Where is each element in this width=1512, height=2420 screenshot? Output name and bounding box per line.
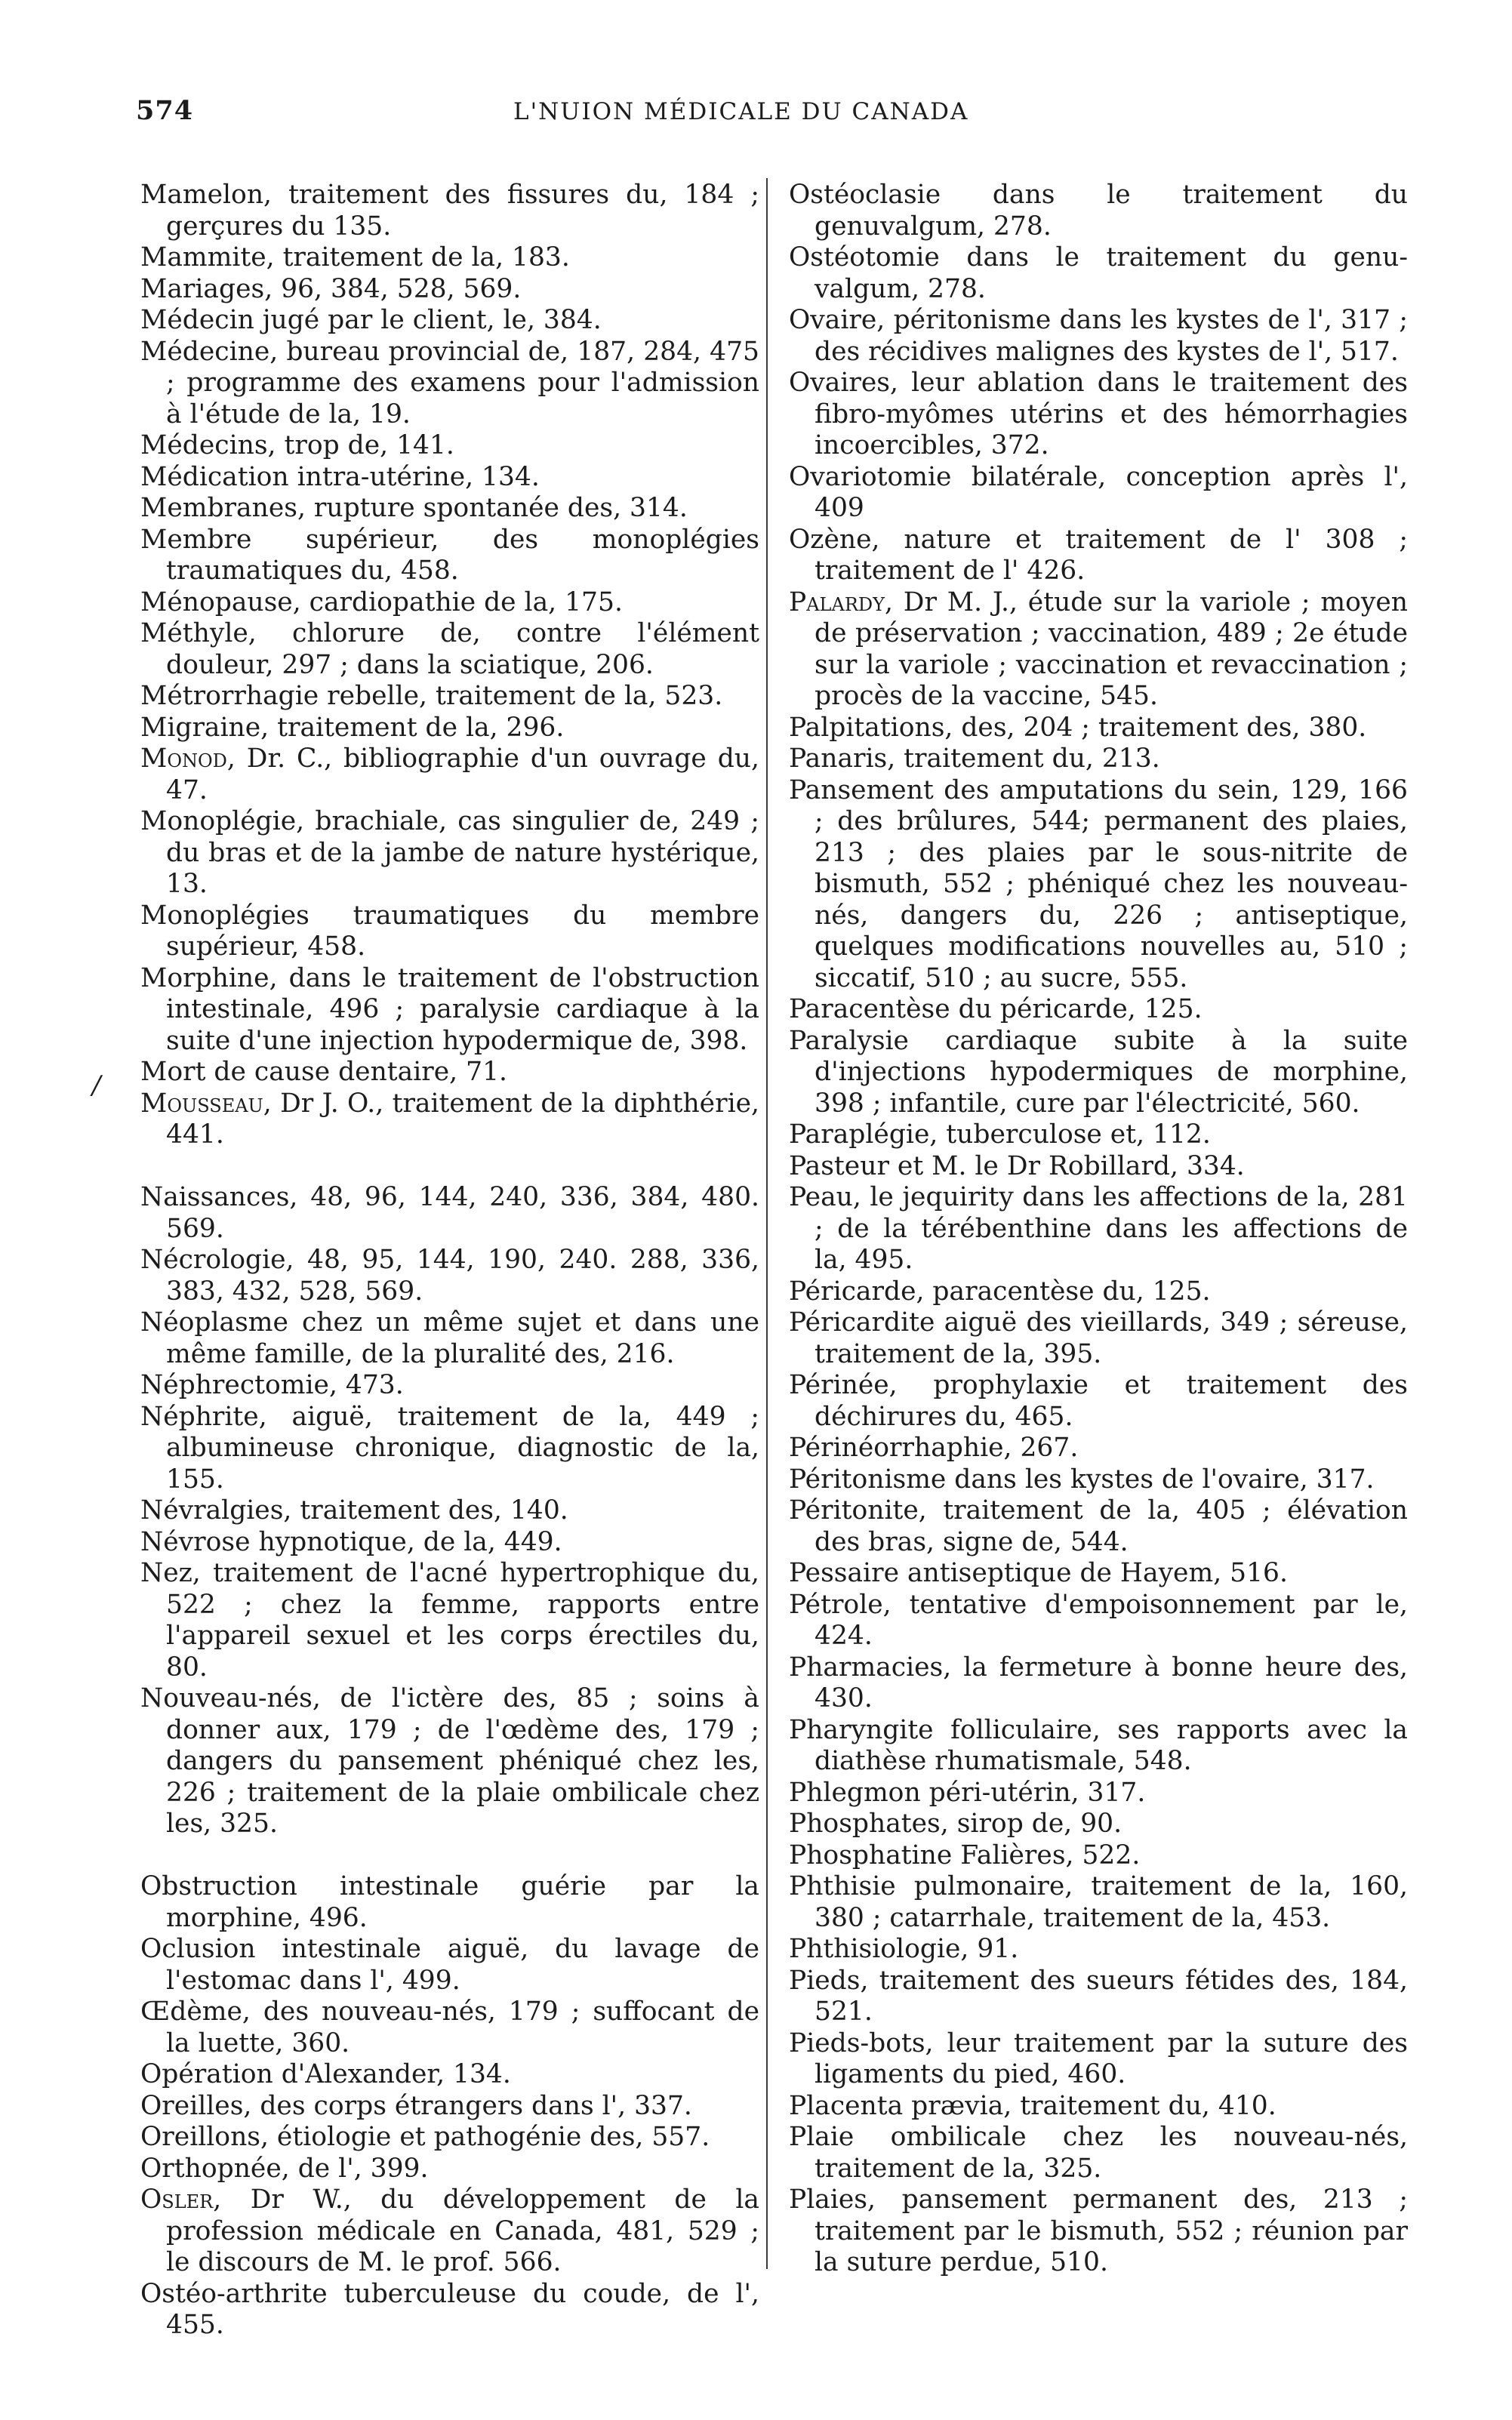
index-entry-text: Pasteur et M. le Dr Robillard, 334. bbox=[789, 1150, 1245, 1181]
index-entry-text: Néphrectomie, 473. bbox=[140, 1370, 404, 1400]
index-entry-text: Métrorrhagie rebelle, traitement de la, 523. bbox=[140, 681, 723, 711]
index-entry bbox=[789, 1276, 1408, 1308]
index-entry-text: Méthyle, chlorure de, contre l'élément douleur, 297 ; dans la sciatique, 206. bbox=[140, 618, 759, 680]
column-divider bbox=[766, 178, 768, 2269]
index-entry bbox=[789, 1715, 1408, 1778]
index-entry bbox=[140, 1057, 759, 1088]
index-entry-text: , Dr. C., bibliographie d'un ouvrage du, 47. bbox=[166, 744, 759, 805]
index-entry bbox=[140, 2279, 759, 2341]
index-entry-text: Médecine, bureau provincial de, 187, 284, 475 ; programme des examens pour l'admission à l'étude de la, 19. bbox=[140, 336, 759, 430]
index-entry-text: Ménopause, cardiopathie de la, 175. bbox=[140, 587, 623, 617]
index-entry-text: Plaie ombilicale chez les nouveau-nés, traitement de la, 325. bbox=[789, 2122, 1408, 2184]
index-entry bbox=[789, 525, 1408, 587]
right-index-column bbox=[789, 180, 1408, 2279]
margin-mark: / bbox=[92, 1070, 101, 1101]
index-entry-text: Paracentèse du péricarde, 125. bbox=[789, 994, 1203, 1024]
index-entry-text: Nouveau-nés, de l'ictère des, 85 ; soins à donner aux, 179 ; de l'œdème des, 179 ; dangers du pansement phéniqué chez les, 226 ; traitement de la plaie ombilicale chez les, 325. bbox=[140, 1683, 759, 1839]
index-entry bbox=[140, 274, 759, 306]
index-entry-text: Mammite, traitement de la, 183. bbox=[140, 242, 570, 272]
index-entry-text: Névrose hypnotique, de la, 449. bbox=[140, 1526, 562, 1557]
index-entry bbox=[789, 1464, 1408, 1496]
index-entry bbox=[789, 2122, 1408, 2184]
index-entry bbox=[140, 242, 759, 274]
index-entry-text: Panaris, traitement du, 213. bbox=[789, 744, 1160, 774]
index-entry bbox=[140, 2184, 759, 2279]
index-entry bbox=[789, 1495, 1408, 1558]
index-entry bbox=[789, 2184, 1408, 2279]
index-entry bbox=[789, 1119, 1408, 1151]
index-entry-text: Ovaire, péritonisme dans les kystes de l', 317 ; des récidives malignes des kystes de l', 517. bbox=[789, 305, 1408, 367]
index-entry-text: Pharmacies, la fermeture à bonne heure des, 430. bbox=[789, 1652, 1408, 1713]
index-entry bbox=[140, 587, 759, 619]
index-entry bbox=[789, 2028, 1408, 2091]
index-entry-text: Ostéo-arthrite tuberculeuse du coude, de l', 455. bbox=[140, 2278, 759, 2340]
index-entry-text: Ozène, nature et traitement de l' 308 ; traitement de l' 426. bbox=[789, 524, 1408, 586]
index-entry bbox=[789, 180, 1408, 242]
index-entry bbox=[140, 180, 759, 242]
index-entry bbox=[140, 806, 759, 901]
index-entry bbox=[789, 744, 1408, 775]
index-entry-text: Membranes, rupture spontanée des, 314. bbox=[140, 493, 688, 523]
index-entry bbox=[789, 462, 1408, 525]
index-entry bbox=[140, 1495, 759, 1527]
index-entry bbox=[789, 1182, 1408, 1276]
index-entry bbox=[140, 1527, 759, 1559]
index-entry-text: Ostéoclasie dans le traitement du genuvalgum, 278. bbox=[789, 180, 1408, 242]
index-entry bbox=[789, 1151, 1408, 1183]
index-entry-text: Mamelon, traitement des fissures du, 184 ; gerçures du 135. bbox=[140, 180, 759, 242]
index-entry bbox=[789, 713, 1408, 744]
index-entry-text: Nez, traitement de l'acné hypertrophique du, 522 ; chez la femme, rapports entre l'appareil sexuel et les corps érectiles du, 80. bbox=[140, 1558, 759, 1683]
section-gap bbox=[140, 1151, 759, 1183]
index-entry-text: Nécrologie, 48, 95, 144, 190, 240. 288, 336, 383, 432, 528, 569. bbox=[140, 1245, 759, 1307]
index-entry-text: Migraine, traitement de la, 296. bbox=[140, 712, 565, 743]
index-entry bbox=[789, 1558, 1408, 1590]
page-number: 574 bbox=[136, 95, 194, 126]
index-entry-text: Palpitations, des, 204 ; traitement des, 380. bbox=[789, 712, 1367, 743]
index-entry bbox=[140, 430, 759, 462]
index-entry-text: Monoplégies traumatiques du membre supérieur, 458. bbox=[140, 900, 759, 962]
index-entry-text: Oclusion intestinale aiguë, du lavage de l'estomac dans l', 499. bbox=[140, 1934, 759, 1996]
index-entry-text: Ovaires, leur ablation dans le traitement des fibro-myômes utérins et des hémorrhagies incoercibles, 372. bbox=[789, 368, 1408, 460]
index-entry-text: Mort de cause dentaire, 71. bbox=[140, 1057, 507, 1087]
index-entry-surname: Palardy bbox=[789, 587, 885, 617]
index-entry bbox=[789, 1026, 1408, 1120]
index-entry-text: Néoplasme chez un même sujet et dans une même famille, de la pluralité des, 216. bbox=[140, 1307, 759, 1369]
index-entry bbox=[789, 1433, 1408, 1464]
index-entry-text: Phosphatine Falières, 522. bbox=[789, 1840, 1141, 1870]
index-entry-text: , Dr M. J., étude sur la variole ; moyen de préservation ; vaccination, 489 ; 2e étude sur la variole ; vaccination et revaccination ; procès de la vaccine, 545. bbox=[815, 587, 1408, 711]
index-entry bbox=[140, 713, 759, 744]
index-entry-text: Névralgies, traitement des, 140. bbox=[140, 1495, 568, 1526]
index-entry-text: Peau, le jequirity dans les affections de la, 281 ; de la térébenthine dans les affections de la, 495. bbox=[789, 1182, 1408, 1275]
index-entry bbox=[140, 681, 759, 713]
index-entry bbox=[140, 462, 759, 494]
index-entry bbox=[789, 1307, 1408, 1370]
index-entry-text: Phthisie pulmonaire, traitement de la, 160, 380 ; catarrhale, traitement de la, 453. bbox=[789, 1871, 1408, 1933]
index-entry-text: Pharyngite folliculaire, ses rapports avec la diathèse rhumatismale, 548. bbox=[789, 1714, 1408, 1776]
index-entry bbox=[140, 1683, 759, 1840]
index-entry bbox=[140, 963, 759, 1058]
index-entry-text: Phthisiologie, 91. bbox=[789, 1934, 1019, 1964]
index-entry bbox=[789, 368, 1408, 462]
index-entry-text: , Dr W., du développement de la profession médicale en Canada, 481, 529 ; le discours de M. le prof. 566. bbox=[166, 2184, 759, 2277]
running-head bbox=[136, 95, 1064, 134]
index-entry bbox=[140, 1997, 759, 2059]
index-entry-text: Phosphates, sirop de, 90. bbox=[789, 1809, 1122, 1839]
index-entry bbox=[789, 1871, 1408, 1934]
index-entry bbox=[789, 1966, 1408, 2028]
index-entry-surname: Monod bbox=[140, 744, 227, 774]
index-entry bbox=[789, 775, 1408, 995]
index-entry-text: Œdème, des nouveau-nés, 179 ; suffocant de la luette, 360. bbox=[140, 1997, 759, 2058]
index-entry bbox=[140, 901, 759, 963]
index-entry bbox=[140, 1558, 759, 1683]
index-entry-text: Péritonite, traitement de la, 405 ; élévation des bras, signe de, 544. bbox=[789, 1495, 1408, 1557]
index-entry bbox=[789, 1778, 1408, 1809]
index-entry bbox=[789, 587, 1408, 713]
index-entry bbox=[140, 1245, 759, 1307]
index-entry bbox=[140, 1402, 759, 1496]
index-entry bbox=[140, 2091, 759, 2123]
index-entry bbox=[140, 1934, 759, 1997]
index-entry bbox=[789, 305, 1408, 368]
index-entry-text: Oreillons, étiologie et pathogénie des, 557. bbox=[140, 2122, 710, 2152]
index-entry-text: Péritonisme dans les kystes de l'ovaire, 317. bbox=[789, 1464, 1375, 1495]
index-entry bbox=[789, 1840, 1408, 1872]
index-entry bbox=[140, 2154, 759, 2185]
index-entry bbox=[140, 1182, 759, 1245]
index-entry-text: Péricardite aiguë des vieillards, 349 ; séreuse, traitement de la, 395. bbox=[789, 1307, 1408, 1369]
index-entry-text: Oreilles, des corps étrangers dans l', 337. bbox=[140, 2090, 692, 2121]
index-entry-surname: Mousseau bbox=[140, 1088, 263, 1119]
index-entry-text: Pansement des amputations du sein, 129, 166 ; des brûlures, 544; permanent des plaies, 213 ; des plaies par le sous-nitrite de bismuth, 552 ; phéniqué chez les nouveau-nés, dangers du, 226 ; antiseptique, quelques modifications nouvelles au, 510 ; siccatif, 510 ; au sucre, 555. bbox=[789, 774, 1408, 993]
index-entry bbox=[140, 618, 759, 681]
index-entry bbox=[789, 1934, 1408, 1966]
index-entry-text: Obstruction intestinale guérie par la morphine, 496. bbox=[140, 1871, 759, 1933]
index-entry bbox=[789, 994, 1408, 1026]
index-entry-text: Orthopnée, de l', 399. bbox=[140, 2153, 429, 2184]
index-entry-text: Pieds, traitement des sueurs fétides des, 184, 521. bbox=[789, 1965, 1408, 2027]
index-entry-text: Naissances, 48, 96, 144, 240, 336, 384, 480. 569. bbox=[140, 1182, 759, 1244]
index-entry-text: Paraplégie, tuberculose et, 112. bbox=[789, 1119, 1211, 1150]
index-entry-text: Néphrite, aiguë, traitement de la, 449 ; albumineuse chronique, diagnostic de la, 155. bbox=[140, 1401, 759, 1495]
index-entry-text: Plaies, pansement permanent des, 213 ; traitement par le bismuth, 552 ; réunion par la suture perdue, 510. bbox=[789, 2184, 1408, 2277]
index-entry-text: , Dr J. O., traitement de la diphthérie, 441. bbox=[166, 1088, 759, 1150]
index-entry-text: Ostéotomie dans le traitement du genu-valgum, 278. bbox=[789, 242, 1408, 304]
index-entry-text: Phlegmon péri-utérin, 317. bbox=[789, 1777, 1146, 1808]
index-entry-text: Pessaire antiseptique de Hayem, 516. bbox=[789, 1558, 1288, 1588]
index-entry bbox=[789, 2091, 1408, 2123]
index-entry bbox=[140, 1088, 759, 1151]
section-gap bbox=[140, 1840, 759, 1872]
index-entry-text: Périnée, prophylaxie et traitement des déchirures du, 465. bbox=[789, 1370, 1408, 1432]
index-entry-text: Médication intra-utérine, 134. bbox=[140, 461, 540, 492]
index-entry-text: Pieds-bots, leur traitement par la suture des ligaments du pied, 460. bbox=[789, 2027, 1408, 2089]
index-entry bbox=[140, 744, 759, 806]
index-entry bbox=[789, 242, 1408, 305]
index-entry-text: Médecins, trop de, 141. bbox=[140, 430, 454, 460]
index-entry-text: Ovariotomie bilatérale, conception après l', 409 bbox=[789, 461, 1408, 523]
index-entry bbox=[140, 2122, 759, 2154]
index-entry bbox=[140, 493, 759, 525]
index-entry-text: Placenta prævia, traitement du, 410. bbox=[789, 2090, 1276, 2121]
index-entry bbox=[789, 1652, 1408, 1715]
index-entry bbox=[789, 1370, 1408, 1433]
index-entry bbox=[140, 337, 759, 431]
index-entry-text: Pétrole, tentative d'empoisonnement par le, 424. bbox=[789, 1589, 1408, 1651]
index-entry bbox=[789, 1809, 1408, 1840]
left-index-column bbox=[140, 180, 759, 2341]
index-entry-text: Médecin jugé par le client, le, 384. bbox=[140, 305, 602, 335]
index-entry-text: Opération d'Alexander, 134. bbox=[140, 2059, 511, 2089]
index-entry-text: Paralysie cardiaque subite à la suite d'injections hypodermiques de morphine, 398 ; infantile, cure par l'électricité, 560. bbox=[789, 1025, 1408, 1119]
index-entry bbox=[789, 1590, 1408, 1652]
index-entry bbox=[140, 525, 759, 587]
index-entry-text: Péricarde, paracentèse du, 125. bbox=[789, 1276, 1211, 1307]
index-entry bbox=[140, 1871, 759, 1934]
index-entry bbox=[140, 1307, 759, 1370]
index-entry-surname: Osler bbox=[140, 2184, 214, 2215]
index-entry bbox=[140, 2059, 759, 2091]
index-entry-text: Périnéorrhaphie, 267. bbox=[789, 1433, 1079, 1463]
index-entry bbox=[140, 305, 759, 337]
index-entry-text: Monoplégie, brachiale, cas singulier de, 249 ; du bras et de la jambe de nature hystérique, 13. bbox=[140, 806, 759, 899]
index-entry bbox=[140, 1370, 759, 1402]
journal-title: L'NUION MÉDICALE DU CANADA bbox=[513, 98, 969, 125]
index-entry-text: Mariages, 96, 384, 528, 569. bbox=[140, 273, 522, 304]
index-entry-text: Morphine, dans le traitement de l'obstruction intestinale, 496 ; paralysie cardiaque à la suite d'une injection hypodermique de, 398. bbox=[140, 962, 759, 1056]
index-entry-text: Membre supérieur, des monoplégies traumatiques du, 458. bbox=[140, 524, 759, 586]
